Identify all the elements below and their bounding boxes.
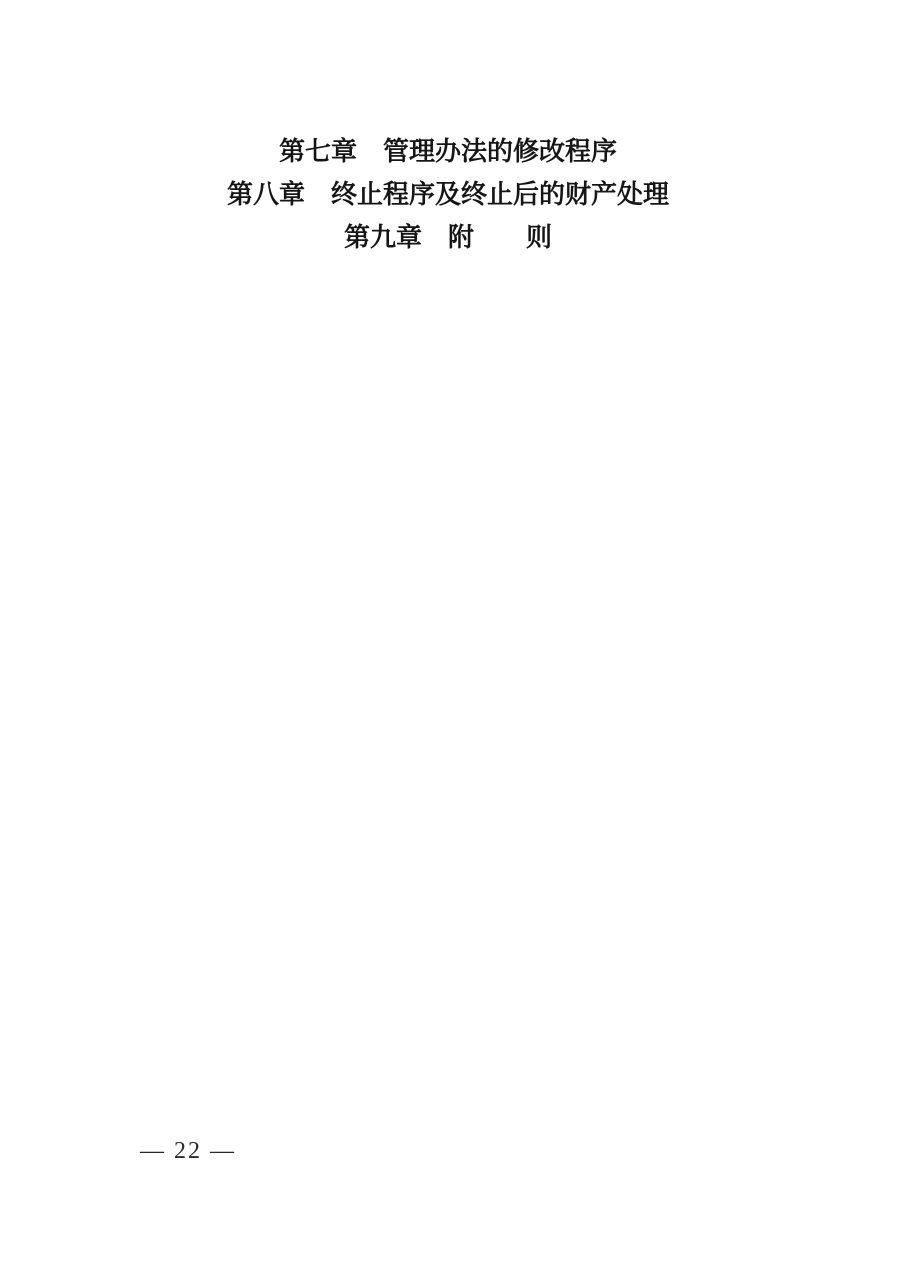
- chapter-heading: 第八章 终止程序及终止后的财产处理: [226, 179, 669, 209]
- document-body: [103, 128, 793, 260]
- page-number: — 22 —: [140, 1138, 236, 1164]
- chapter-heading: 第九章 附 则: [343, 222, 552, 252]
- page-footer: [140, 1138, 236, 1165]
- chapter-heading: 第七章 管理办法的修改程序: [278, 136, 617, 166]
